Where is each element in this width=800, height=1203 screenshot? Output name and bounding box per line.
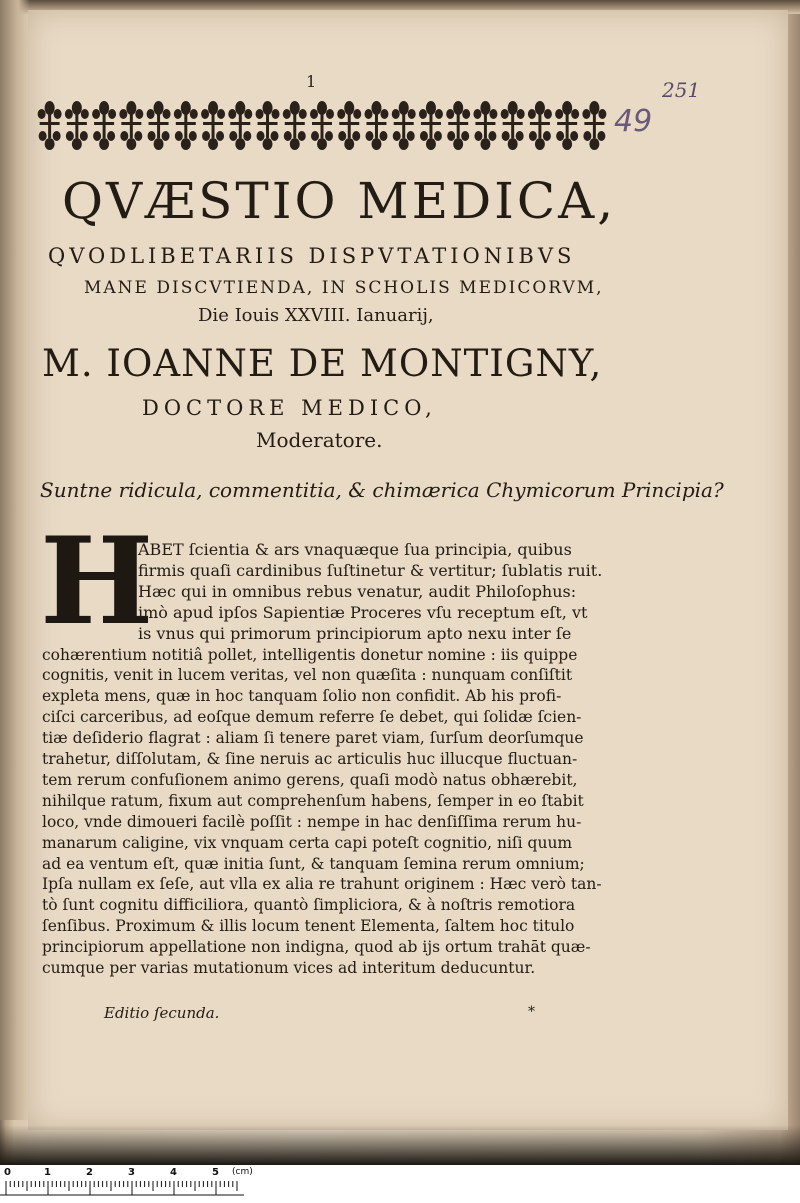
ruler-ticks <box>0 1181 260 1203</box>
folio-stamp: 251 <box>662 78 701 102</box>
fleuron-icon <box>147 101 171 150</box>
fleuron-icon <box>501 101 525 150</box>
body-line: cognitis, venit in lucem veritas, vel non quæſita : nunquam conſiſtit <box>42 666 573 685</box>
body-line: principiorum appellatione non indigna, quod ab ijs ortum trahāt quæ- <box>42 938 591 957</box>
body-line: Ipſa nullam ex ſeſe, aut vlla ex alia re trahunt originem : Hæc verò tan- <box>42 875 602 894</box>
body-line: ABET ſcientia & ars vnaquæque ſua principia, quibus <box>138 540 572 559</box>
ruler-unit: (cm) <box>232 1167 253 1177</box>
body-line: tiæ deſiderio flagrat : aliam ſi tenere paret viam, ſurſum deorſumque <box>42 729 584 748</box>
body-line: ciſci carceribus, ad eoſque demum referre ſe debet, qui ſolidæ ſcien- <box>42 708 582 727</box>
ruler-label: 1 <box>44 1167 51 1178</box>
folio-handwritten: 49 <box>614 104 653 139</box>
moderator-name: M. IOANNE DE MONTIGNY, <box>42 342 603 385</box>
fleuron-icon <box>582 101 606 150</box>
fleuron-icon <box>228 101 252 150</box>
body-line: nihilque ratum, fixum aut comprehenſum habens, ſemper in eo ſtabit <box>42 791 584 810</box>
ruler-label: 0 <box>4 1167 11 1178</box>
fleuron-icon <box>283 101 307 150</box>
title-subtitle: QVODLIBETARIIS DISPVTATIONIBVS <box>48 244 576 268</box>
fleuron-icon <box>446 101 470 150</box>
body-line: Hæc qui in omnibus rebus venatur, audit Philoſophus: <box>138 581 577 601</box>
fleuron-icon <box>38 101 62 150</box>
page-bottom-shadow <box>0 1125 800 1165</box>
page-gutter <box>0 0 30 1120</box>
fleuron-icon <box>473 101 497 150</box>
fleuron-icon <box>364 101 388 150</box>
title-date: Die Iouis XXVIII. Ianuarij, <box>198 305 434 326</box>
body-line: cohærentium notitiâ pollet, intelligentis donetur nomine : iis quippe <box>42 645 578 664</box>
ruler-label: 4 <box>170 1167 177 1178</box>
body-line: firmis quaſi cardinibus ſuſtinetur & vertitur; ſublatis ruit. <box>138 560 603 580</box>
fleuron-icon <box>310 101 334 150</box>
scale-ruler <box>0 1165 800 1203</box>
body-line: expleta mens, quæ in hoc tanquam ſolio non confidit. Ab his profi- <box>42 687 562 706</box>
title-main: QVÆSTIO MEDICA, <box>62 172 617 230</box>
catchword: * <box>528 1004 535 1020</box>
body-line: imò apud ipſos Sapientiæ Proceres vſu receptum eſt, vt <box>138 602 588 622</box>
fleuron-icon <box>119 101 143 150</box>
body-line: manarum caligine, vix vnquam certa capi poteſt cognitio, niſi quum <box>42 833 573 852</box>
signature-mark: 1 <box>306 72 317 91</box>
fleuron-icon <box>337 101 361 150</box>
ruler-label: 3 <box>128 1167 135 1178</box>
edition-note: Editio ſecunda. <box>104 1004 220 1022</box>
body-line: tem rerum confuſionem animo gerens, quaſi modò natus obhærebit, <box>42 770 578 789</box>
body-line: trahetur, diſſolutam, & ſine neruis ac articulis huc illucque fluctuan- <box>42 750 578 768</box>
fleuron-icon <box>65 101 89 150</box>
body-line: tò ſunt cognitu difficiliora, quantò ſimpliciora, & à noſtris remotiora <box>42 896 576 915</box>
body-line: cumque per varias mutationum vices ad interitum deducuntur. <box>42 959 536 977</box>
body-line: ſenſibus. Proximum & illis locum tenent Elementa, ſaltem hoc titulo <box>42 917 575 936</box>
fleuron-icon <box>201 101 225 150</box>
fleuron-icon <box>174 101 198 150</box>
body-line: is vnus qui primorum principiorum apto nexu inter ſe <box>138 623 572 643</box>
fleuron-icon <box>528 101 552 150</box>
title-line3: MANE DISCVTIENDA, IN SCHOLIS MEDICORVM, <box>84 278 604 298</box>
fleuron-ornament-band <box>36 98 608 152</box>
fleuron-icon <box>92 101 116 150</box>
body-line: ad ea ventum eſt, quæ initia ſunt, & tanquam ſemina rerum omnium; <box>42 854 585 873</box>
ruler-label: 2 <box>86 1167 93 1178</box>
fleuron-icon <box>392 101 416 150</box>
moderator-label: Moderatore. <box>256 428 383 452</box>
moderator-title: DOCTORE MEDICO, <box>142 396 437 420</box>
ruler-label: 5 <box>212 1167 219 1178</box>
body-line: loco, vnde dimoueri facilè poſſit : nempe in hac denſiſſima rerum hu- <box>42 812 582 831</box>
drop-cap: H <box>40 511 154 652</box>
fleuron-icon <box>555 101 579 150</box>
thesis-question: Suntne ridicula, commentitia, & chimærica Chymicorum Principia? <box>40 478 724 502</box>
fleuron-icon <box>419 101 443 150</box>
fleuron-icon <box>256 101 280 150</box>
